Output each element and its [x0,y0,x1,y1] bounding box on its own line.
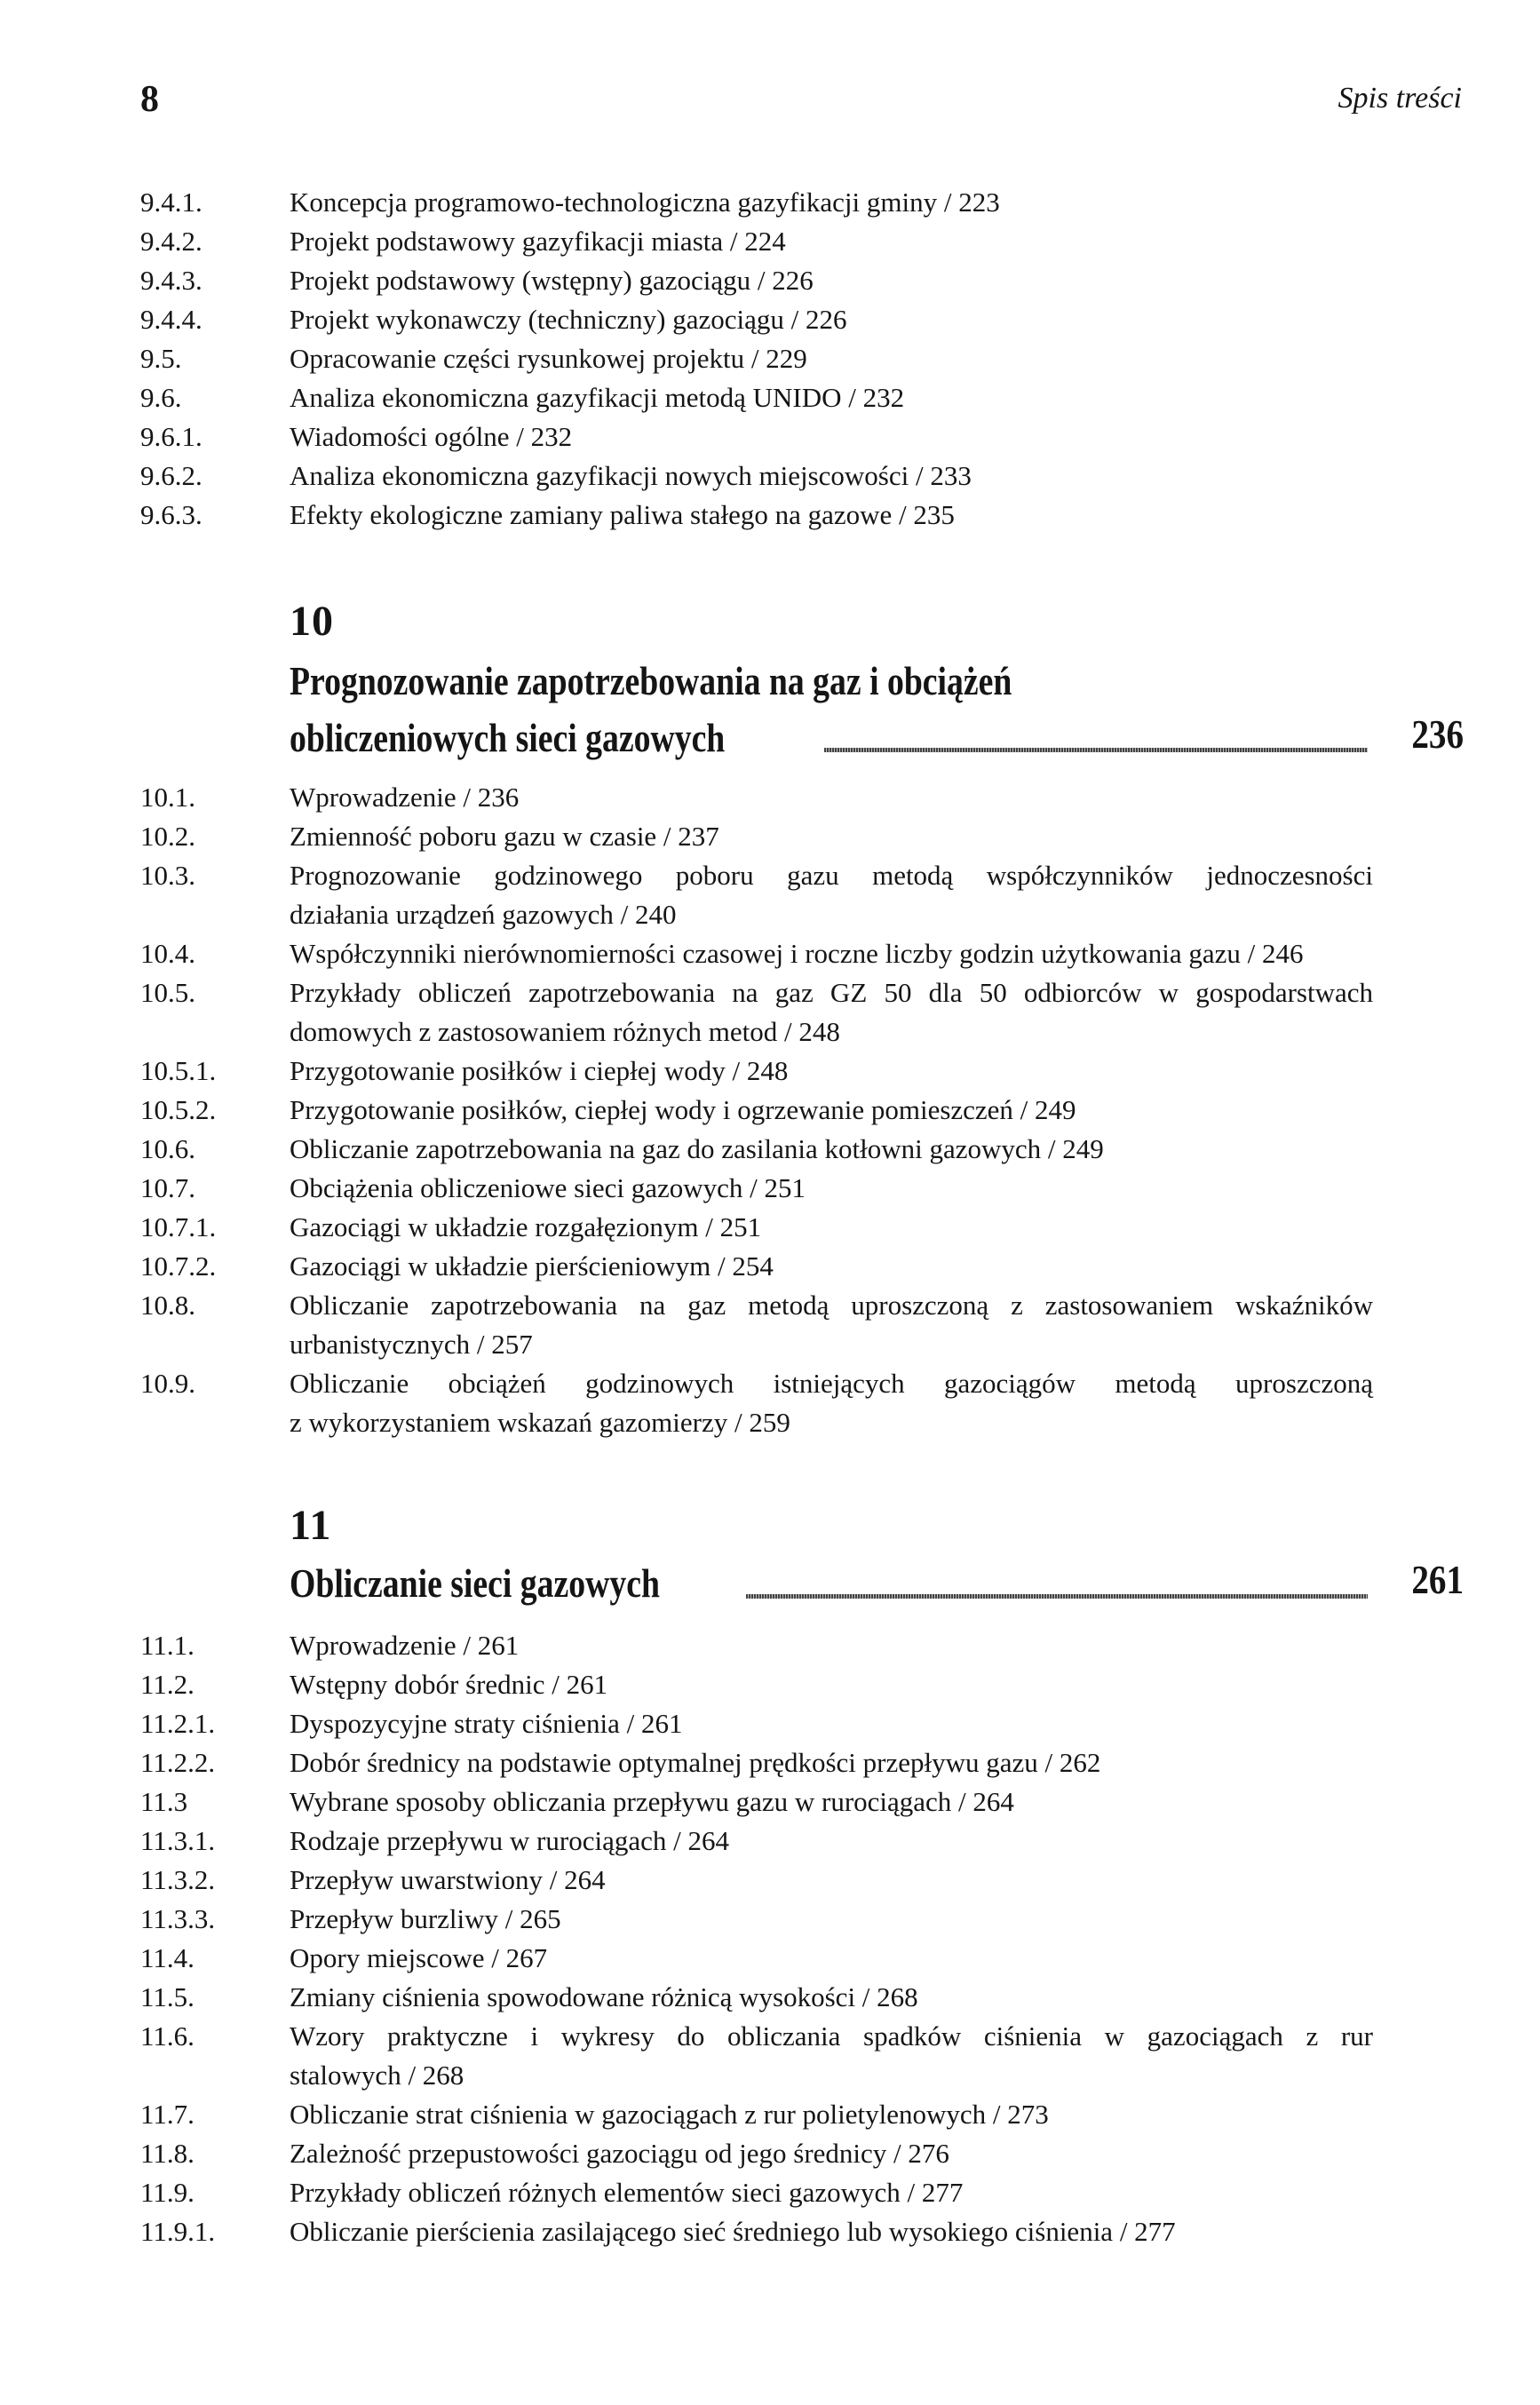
toc-entry [0,2212,1540,2251]
toc-entry-text: Wzory praktyczne i wykresy do obliczania spadków ciśnienia w gazociągach z rur [290,2020,1373,2052]
toc-entry-number: 10.7.2. [140,1250,217,1282]
toc-entry-text: Prognozowanie godzinowego poboru gazu metodą współczynników jednoczesności [290,860,1373,891]
toc-entry [0,778,1540,817]
toc-entry [0,2134,1540,2173]
toc-entry [0,496,1540,535]
toc-entry-number: 10.5.1. [140,1055,217,1086]
toc-entry [0,222,1540,261]
toc-entry-number: 9.4.4. [140,304,202,335]
toc-entry-text: Wprowadzenie / 261 [290,1630,520,1661]
toc-entry-text: Przygotowanie posiłków i ciepłej wody / 248 [290,1055,789,1086]
toc-entry-number: 11.3.3. [140,1903,216,1934]
toc-entry-number: 9.4.1. [140,187,202,218]
chapter-10-title-line2: obliczeniowych sieci gazowych [290,715,726,760]
toc-entry-number: 11.2. [140,1669,194,1700]
toc-entry-text: Przepływ burzliwy / 265 [290,1903,561,1934]
toc-entry-number: 11.9. [140,2177,194,2208]
toc-entry-text: Współczynniki nierównomierności czasowej i roczne liczby godzin użytkowania gazu / 246 [290,938,1304,969]
toc-entry [0,1743,1540,1782]
toc-entry-text: Projekt wykonawczy (techniczny) gazociągu / 226 [290,304,847,335]
toc-entry-text: Obliczanie strat ciśnienia w gazociągach z rur polietylenowych / 273 [290,2099,1049,2130]
toc-entry-text: Obliczanie zapotrzebowania na gaz metodą uproszczoną z zastosowaniem wskaźników [290,1290,1373,1321]
toc-entry [0,378,1540,417]
toc-entry-number: 10.1. [140,782,195,813]
toc-entry-text: Wybrane sposoby obliczania przepływu gazu w rurociągach / 264 [290,1786,1014,1817]
toc-entry-number: 9.4.3. [140,265,202,296]
toc-entry-text: działania urządzeń gazowych / 240 [290,899,677,930]
toc-entry-number: 9.6.1. [140,421,202,452]
toc-entry [0,300,1540,339]
toc-entry-text: Przykłady obliczeń różnych elementów sieci gazowych / 277 [290,2177,964,2208]
toc-entry-number: 9.6.3. [140,499,202,530]
toc-entry [0,2017,1540,2095]
chapter-10-leader [824,748,1368,752]
toc-entry [0,1665,1540,1704]
toc-entry-number: 11.3 [140,1786,188,1817]
toc-entry-text: Wstępny dobór średnic / 261 [290,1669,608,1700]
toc-entry-number: 10.9. [140,1368,195,1399]
toc-entry-text: stalowych / 268 [290,2060,464,2091]
toc-entry [0,1247,1540,1286]
toc-entry-number: 11.4. [140,1942,194,1973]
toc-entry-text: Przepływ uwarstwiony / 264 [290,1864,606,1895]
toc-entry-number: 11.7. [140,2099,194,2130]
chapter-11-leader [746,1594,1368,1599]
toc-entry [0,817,1540,856]
toc-entry-number: 10.7. [140,1172,195,1203]
toc-entry-text: Analiza ekonomiczna gazyfikacji metodą UNIDO / 232 [290,382,905,413]
toc-entry-number: 10.2. [140,821,195,852]
toc-entry [0,1286,1540,1364]
toc-entry-number: 10.3. [140,860,195,891]
toc-entry [0,183,1540,222]
toc-entry-number: 10.6. [140,1133,195,1164]
toc-entry [0,1208,1540,1247]
toc-entry [0,973,1540,1052]
page-number: 8 [140,79,159,120]
chapter-10-title-line1: Prognozowanie zapotrzebowania na gaz i obciążeń [290,658,1012,703]
toc-entry [0,2095,1540,2134]
toc-entry-number: 11.6. [140,2020,194,2052]
toc-entry-number: 11.5. [140,1981,194,2012]
toc-entry [0,1822,1540,1861]
toc-entry-text: Dobór średnicy na podstawie optymalnej prędkości przepływu gazu / 262 [290,1747,1101,1778]
toc-entry-text: z wykorzystaniem wskazań gazomierzy / 259 [290,1407,790,1438]
toc-entry-text: Koncepcja programowo-technologiczna gazyfikacji gminy / 223 [290,187,1000,218]
toc-entry [0,417,1540,456]
toc-entry-number: 11.3.1. [140,1825,216,1856]
toc-entry-text: Analiza ekonomiczna gazyfikacji nowych miejscowości / 233 [290,460,972,491]
toc-entry-text: Zmiany ciśnienia spowodowane różnicą wysokości / 268 [290,1981,918,2012]
toc-entry-text: Wprowadzenie / 236 [290,782,520,813]
toc-entry [0,1169,1540,1208]
toc-entry-text: Dyspozycyjne straty ciśnienia / 261 [290,1708,683,1739]
toc-entry-text: Wiadomości ogólne / 232 [290,421,573,452]
toc-entry-text: Gazociągi w układzie pierścieniowym / 254 [290,1250,774,1282]
chapter-10-number: 10 [290,598,334,645]
toc-entry-number: 10.7.1. [140,1211,217,1242]
toc-entry-text: Zmienność poboru gazu w czasie / 237 [290,821,719,852]
toc-entry [0,456,1540,496]
toc-entry-text: Projekt podstawowy gazyfikacji miasta / 224 [290,226,786,257]
toc-entry [0,1939,1540,1978]
toc-entry-number: 10.8. [140,1290,195,1321]
toc-entry-number: 10.5. [140,977,195,1008]
toc-entry-number: 9.6.2. [140,460,202,491]
toc-entry [0,934,1540,973]
toc-entry [0,1704,1540,1743]
toc-entry [0,1900,1540,1939]
toc-entry-text: Przykłady obliczeń zapotrzebowania na gaz GZ 50 dla 50 odbiorców w gospodarstwach [290,977,1373,1008]
toc-entry-number: 9.4.2. [140,226,202,257]
toc-entry-text: Opracowanie części rysunkowej projektu / 229 [290,343,807,374]
toc-entry-text: Opory miejscowe / 267 [290,1942,548,1973]
toc-entry [0,856,1540,934]
chapter-11-page: 261 [1411,1557,1464,1602]
toc-entry-number: 11.3.2. [140,1864,216,1895]
toc-entry-text: urbanistycznych / 257 [290,1329,533,1360]
toc-entry-number: 9.6. [140,382,182,413]
toc-entry-number: 11.8. [140,2138,194,2169]
toc-entry-text: Efekty ekologiczne zamiany paliwa stałego na gazowe / 235 [290,499,955,530]
toc-entry [0,1364,1540,1442]
toc-entry [0,2173,1540,2212]
running-head: Spis treści [1338,82,1462,115]
toc-entry-text: domowych z zastosowaniem różnych metod / 248 [290,1016,840,1047]
toc-entry-text: Obliczanie zapotrzebowania na gaz do zasilania kotłowni gazowych / 249 [290,1133,1104,1164]
toc-entry [0,1091,1540,1130]
toc-entry-text: Przygotowanie posiłków, ciepłej wody i ogrzewanie pomieszczeń / 249 [290,1094,1076,1125]
toc-entry-text: Obliczanie pierścienia zasilającego sieć średniego lub wysokiego ciśnienia / 277 [290,2216,1176,2247]
toc-entry-number: 11.2.2. [140,1747,216,1778]
toc-entry-text: Rodzaje przepływu w rurociągach / 264 [290,1825,729,1856]
toc-entry-text: Zależność przepustowości gazociągu od jego średnicy / 276 [290,2138,949,2169]
toc-entry-text: Obliczanie obciążeń godzinowych istniejących gazociągów metodą uproszczoną [290,1368,1373,1399]
toc-entry-number: 10.4. [140,938,195,969]
toc-entry-text: Projekt podstawowy (wstępny) gazociągu / 226 [290,265,814,296]
toc-entry [0,1130,1540,1169]
toc-entry [0,1052,1540,1091]
chapter-11-number: 11 [290,1502,332,1549]
toc-entry [0,1626,1540,1665]
toc-entry [0,1782,1540,1822]
chapter-10-page: 236 [1411,711,1464,757]
toc-entry-number: 11.2.1. [140,1708,216,1739]
toc-entry-number: 9.5. [140,343,182,374]
toc-entry-number: 10.5.2. [140,1094,217,1125]
toc-entry-number: 11.1. [140,1630,194,1661]
toc-entry-text: Obciążenia obliczeniowe sieci gazowych / 251 [290,1172,806,1203]
chapter-11-title: Obliczanie sieci gazowych [290,1560,660,1606]
toc-entry [0,1861,1540,1900]
toc-entry [0,261,1540,300]
toc-entry [0,339,1540,378]
toc-entry [0,1978,1540,2017]
toc-entry-text: Gazociągi w układzie rozgałęzionym / 251 [290,1211,762,1242]
toc-entry-number: 11.9.1. [140,2216,216,2247]
